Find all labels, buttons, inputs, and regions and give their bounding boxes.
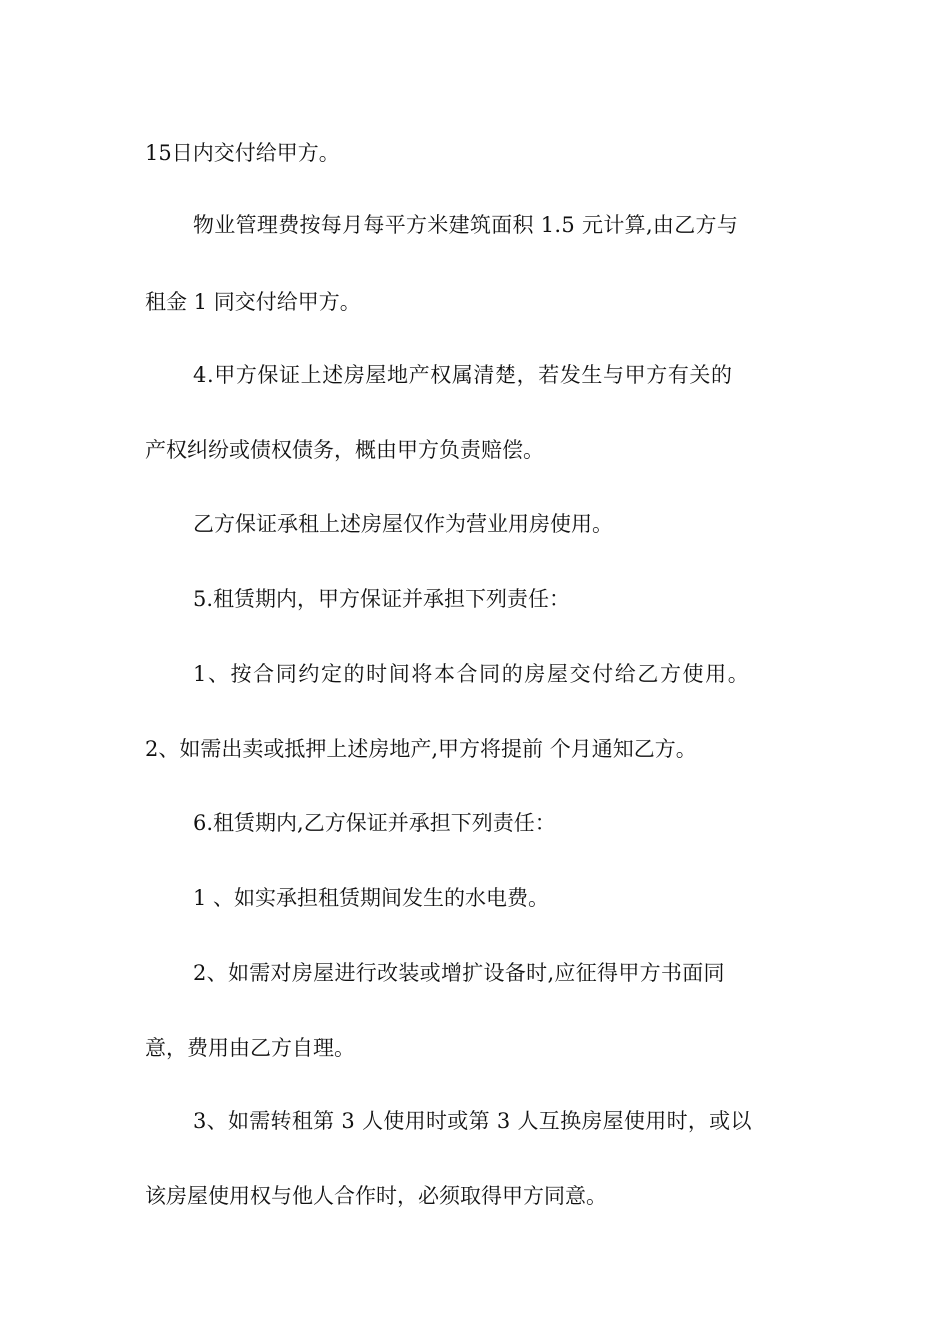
text-line-clause-5-item-1: 1、按合同约定的时间将本合同的房屋交付给乙方使用。: [193, 662, 751, 686]
text-line-clause-6-item-1: 1 、如实承担租赁期间发生的水电费。: [193, 886, 550, 910]
text-line-usage-guarantee: 乙方保证承租上述房屋仅作为营业用房使用。: [193, 512, 613, 536]
text-line-clause-6-item-3-continued: 该房屋使用权与他人合作时，必须取得甲方同意。: [145, 1184, 607, 1208]
text-line-clause-4-continued: 产权纠纷或债权债务，概由甲方负责赔偿。: [145, 438, 544, 462]
text-line-clause-4: 4.甲方保证上述房屋地产权属清楚，若发生与甲方有关的: [193, 363, 733, 387]
text-line-clause-5-heading: 5.租赁期内，甲方保证并承担下列责任：: [193, 587, 571, 611]
text-line-clause-6-heading: 6.租赁期内,乙方保证并承担下列责任：: [193, 811, 556, 835]
text-line-clause-6-item-2: 2、如需对房屋进行改装或增扩设备时,应征得甲方书面同: [193, 961, 725, 985]
text-line-property-fee-continued: 租金 1 同交付给甲方。: [145, 290, 361, 314]
text-line-clause-6-item-3: 3、如需转租第 3 人使用时或第 3 人互换房屋使用时，或以: [193, 1109, 752, 1133]
text-line-clause-6-item-2-continued: 意，费用由乙方自理。: [145, 1036, 355, 1060]
text-line-clause-5-item-2: 2、如需出卖或抵押上述房地产,甲方将提前 个月通知乙方。: [145, 737, 697, 761]
text-line-property-fee: 物业管理费按每月每平方米建筑面积 1.5 元计算,由乙方与: [193, 213, 739, 237]
text-line-payment-deadline: 15日内交付给甲方。: [145, 141, 340, 165]
